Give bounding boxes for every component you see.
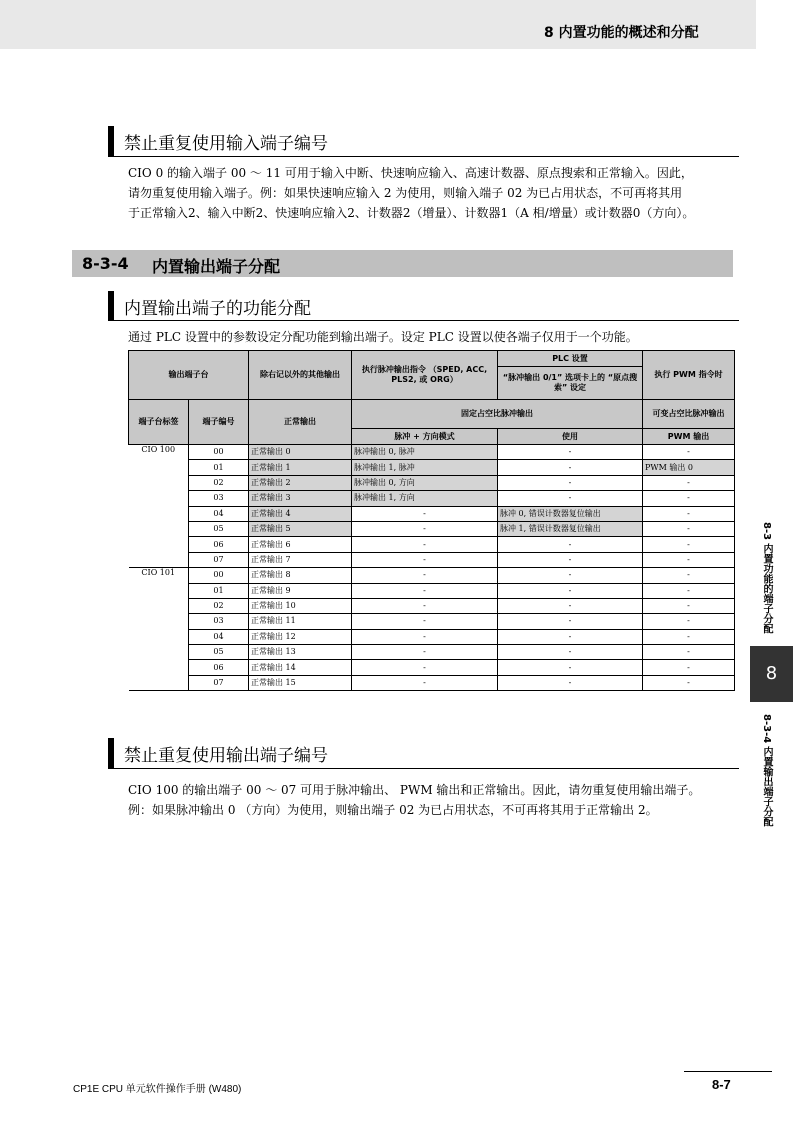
normal-output: 正常输出 11 — [249, 614, 352, 629]
origin-search-output: - — [498, 568, 643, 583]
origin-search-output: - — [498, 475, 643, 490]
terminal-number: 00 — [189, 568, 249, 583]
pwm-output: - — [643, 583, 735, 598]
section-heading-func-text: 内置输出端子的功能分配 — [124, 299, 311, 319]
header-fixed-duty: 固定占空比脉冲输出 — [352, 400, 643, 429]
pwm-output: - — [643, 629, 735, 644]
normal-output: 正常输出 13 — [249, 645, 352, 660]
origin-search-output: - — [498, 645, 643, 660]
side-subsection-label: 8-3-4 内置输出端子分配 — [761, 714, 772, 827]
terminal-tag — [129, 460, 189, 475]
origin-search-output: - — [498, 614, 643, 629]
header-plc-settings: PLC 设置 — [498, 351, 643, 367]
terminal-tag — [129, 583, 189, 598]
normal-output: 正常输出 1 — [249, 460, 352, 475]
pwm-output: - — [643, 491, 735, 506]
normal-output: 正常输出 2 — [249, 475, 352, 490]
subsection-title: 内置输出端子分配 — [152, 257, 281, 276]
header-variable-duty: 可变占空比脉冲输出 — [643, 400, 735, 429]
pulse-output: - — [352, 660, 498, 675]
pwm-output: - — [643, 598, 735, 613]
pulse-output: - — [352, 598, 498, 613]
terminal-tag — [129, 491, 189, 506]
terminal-tag — [129, 598, 189, 613]
pulse-output: - — [352, 629, 498, 644]
pwm-output: - — [643, 660, 735, 675]
pulse-output: - — [352, 614, 498, 629]
output-paragraph-line: 例：如果脉冲输出 0 （方向）为使用，则输出端子 02 为已占用状态，不可再将其用于正常输出 2。 — [128, 803, 658, 817]
origin-search-output: 脉冲 1, 错误计数器复位输出 — [498, 521, 643, 536]
header-terminal-block: 输出端子台 — [129, 351, 249, 400]
header-normal-output: 正常输出 — [249, 400, 352, 445]
terminal-number: 02 — [189, 598, 249, 613]
pulse-output: - — [352, 583, 498, 598]
section-heading-func — [108, 291, 739, 321]
pwm-output: - — [643, 521, 735, 536]
terminal-number: 06 — [189, 537, 249, 552]
subsection-band — [72, 250, 733, 277]
terminal-tag — [129, 614, 189, 629]
terminal-number: 03 — [189, 491, 249, 506]
origin-search-output: - — [498, 445, 643, 460]
normal-output: 正常输出 12 — [249, 629, 352, 644]
pulse-output: - — [352, 521, 498, 536]
normal-output: 正常输出 8 — [249, 568, 352, 583]
origin-search-output: - — [498, 629, 643, 644]
normal-output: 正常输出 0 — [249, 445, 352, 460]
section-heading-input — [108, 126, 739, 157]
terminal-tag — [129, 660, 189, 675]
chapter-tab: 8 — [750, 646, 793, 702]
pulse-output: 脉冲输出 1, 脉冲 — [352, 460, 498, 475]
normal-output: 正常输出 9 — [249, 583, 352, 598]
origin-search-output: - — [498, 552, 643, 567]
terminal-tag — [129, 645, 189, 660]
origin-search-output: - — [498, 598, 643, 613]
section-heading-output — [108, 738, 739, 769]
header-pwm-command: 执行 PWM 指令时 — [643, 351, 735, 400]
header-origin-search: “脉冲输出 0/1” 选项卡上的 “原点搜索” 设定 — [498, 367, 643, 400]
terminal-tag — [129, 552, 189, 567]
normal-output: 正常输出 5 — [249, 521, 352, 536]
terminal-number: 06 — [189, 660, 249, 675]
normal-output: 正常输出 3 — [249, 491, 352, 506]
pwm-output: - — [643, 645, 735, 660]
terminal-number: 00 — [189, 445, 249, 460]
normal-output: 正常输出 10 — [249, 598, 352, 613]
terminal-tag — [129, 475, 189, 490]
header-terminal-number: 端子编号 — [189, 400, 249, 445]
subsection-number: 8-3-4 — [82, 254, 129, 273]
pwm-output: - — [643, 445, 735, 460]
terminal-tag: CIO 101 — [129, 568, 189, 583]
input-paragraph — [128, 163, 694, 223]
pulse-output: - — [352, 675, 498, 690]
output-paragraph — [128, 780, 700, 820]
pulse-output: 脉冲输出 0, 脉冲 — [352, 445, 498, 460]
side-section-label: 8-3 内置功能的端子分配 — [761, 522, 772, 634]
terminal-number: 02 — [189, 475, 249, 490]
input-paragraph-line: 请勿重复使用输入端子。例：如果快速响应输入 2 为使用，则输入端子 02 为已占用状态，不可再将其用 — [128, 186, 683, 200]
normal-output: 正常输出 15 — [249, 675, 352, 690]
pulse-output: - — [352, 552, 498, 567]
pulse-output: - — [352, 568, 498, 583]
origin-search-output: - — [498, 675, 643, 690]
pwm-output: - — [643, 475, 735, 490]
terminal-number: 01 — [189, 460, 249, 475]
section-heading-input-text: 禁止重复使用输入端子编号 — [124, 134, 328, 154]
origin-search-output: - — [498, 537, 643, 552]
terminal-tag — [129, 537, 189, 552]
terminal-tag — [129, 506, 189, 521]
pulse-output: - — [352, 645, 498, 660]
pwm-output: - — [643, 506, 735, 521]
header-terminal-tag: 端子台标签 — [129, 400, 189, 445]
normal-output: 正常输出 6 — [249, 537, 352, 552]
func-intro: 通过 PLC 设置中的参数设定分配功能到输出端子。设定 PLC 设置以使各端子仅用于一个功能。 — [128, 330, 638, 344]
footer-manual-title: CP1E CPU 单元软件操作手册 (W480) — [73, 1084, 242, 1095]
terminal-number: 04 — [189, 629, 249, 644]
header-pulse-direction: 脉冲 + 方向模式 — [352, 429, 498, 445]
origin-search-output: - — [498, 660, 643, 675]
input-paragraph-line: CIO 0 的输入端子 00 ～ 11 可用于输入中断、快速响应输入、高速计数器、原点搜索和正常输入。因此， — [128, 166, 693, 180]
terminal-tag — [129, 629, 189, 644]
output-assignment-table — [128, 350, 735, 691]
header-other-output: 除右记以外的其他输出 — [249, 351, 352, 400]
pwm-output: - — [643, 552, 735, 567]
pulse-output: 脉冲输出 1, 方向 — [352, 491, 498, 506]
pwm-output: - — [643, 568, 735, 583]
footer-rule — [684, 1071, 772, 1072]
normal-output: 正常输出 7 — [249, 552, 352, 567]
page-number: 8-7 — [712, 1077, 731, 1092]
header-pwm-output: PWM 输出 — [643, 429, 735, 445]
terminal-number: 07 — [189, 552, 249, 567]
input-paragraph-line: 于正常输入2、输入中断2、快速响应输入2、计数器2（增量）、计数器1（A 相/增量）或计数器0（方向）。 — [128, 206, 695, 220]
pwm-output: - — [643, 537, 735, 552]
header-pulse-command: 执行脉冲输出指令 （SPED, ACC, PLS2, 或 ORG） — [352, 351, 498, 400]
terminal-number: 01 — [189, 583, 249, 598]
terminal-number: 03 — [189, 614, 249, 629]
normal-output: 正常输出 14 — [249, 660, 352, 675]
output-paragraph-line: CIO 100 的输出端子 00 ～ 07 可用于脉冲输出、 PWM 输出和正常输出。因此，请勿重复使用输出端子。 — [128, 783, 701, 797]
origin-search-output: - — [498, 460, 643, 475]
terminal-number: 05 — [189, 521, 249, 536]
pwm-output: PWM 输出 0 — [643, 460, 735, 475]
terminal-tag: CIO 100 — [129, 445, 189, 460]
origin-search-output: - — [498, 583, 643, 598]
chapter-title: 8 内置功能的概述和分配 — [544, 25, 699, 41]
pwm-output: - — [643, 675, 735, 690]
pulse-output: - — [352, 537, 498, 552]
terminal-number: 07 — [189, 675, 249, 690]
terminal-number: 05 — [189, 645, 249, 660]
terminal-tag — [129, 675, 189, 690]
pulse-output: 脉冲输出 0, 方向 — [352, 475, 498, 490]
pwm-output: - — [643, 614, 735, 629]
origin-search-output: 脉冲 0, 错误计数器复位输出 — [498, 506, 643, 521]
terminal-number: 04 — [189, 506, 249, 521]
pulse-output: - — [352, 506, 498, 521]
terminal-tag — [129, 521, 189, 536]
normal-output: 正常输出 4 — [249, 506, 352, 521]
origin-search-output: - — [498, 491, 643, 506]
header-used: 使用 — [498, 429, 643, 445]
section-heading-output-text: 禁止重复使用输出端子编号 — [124, 746, 328, 766]
